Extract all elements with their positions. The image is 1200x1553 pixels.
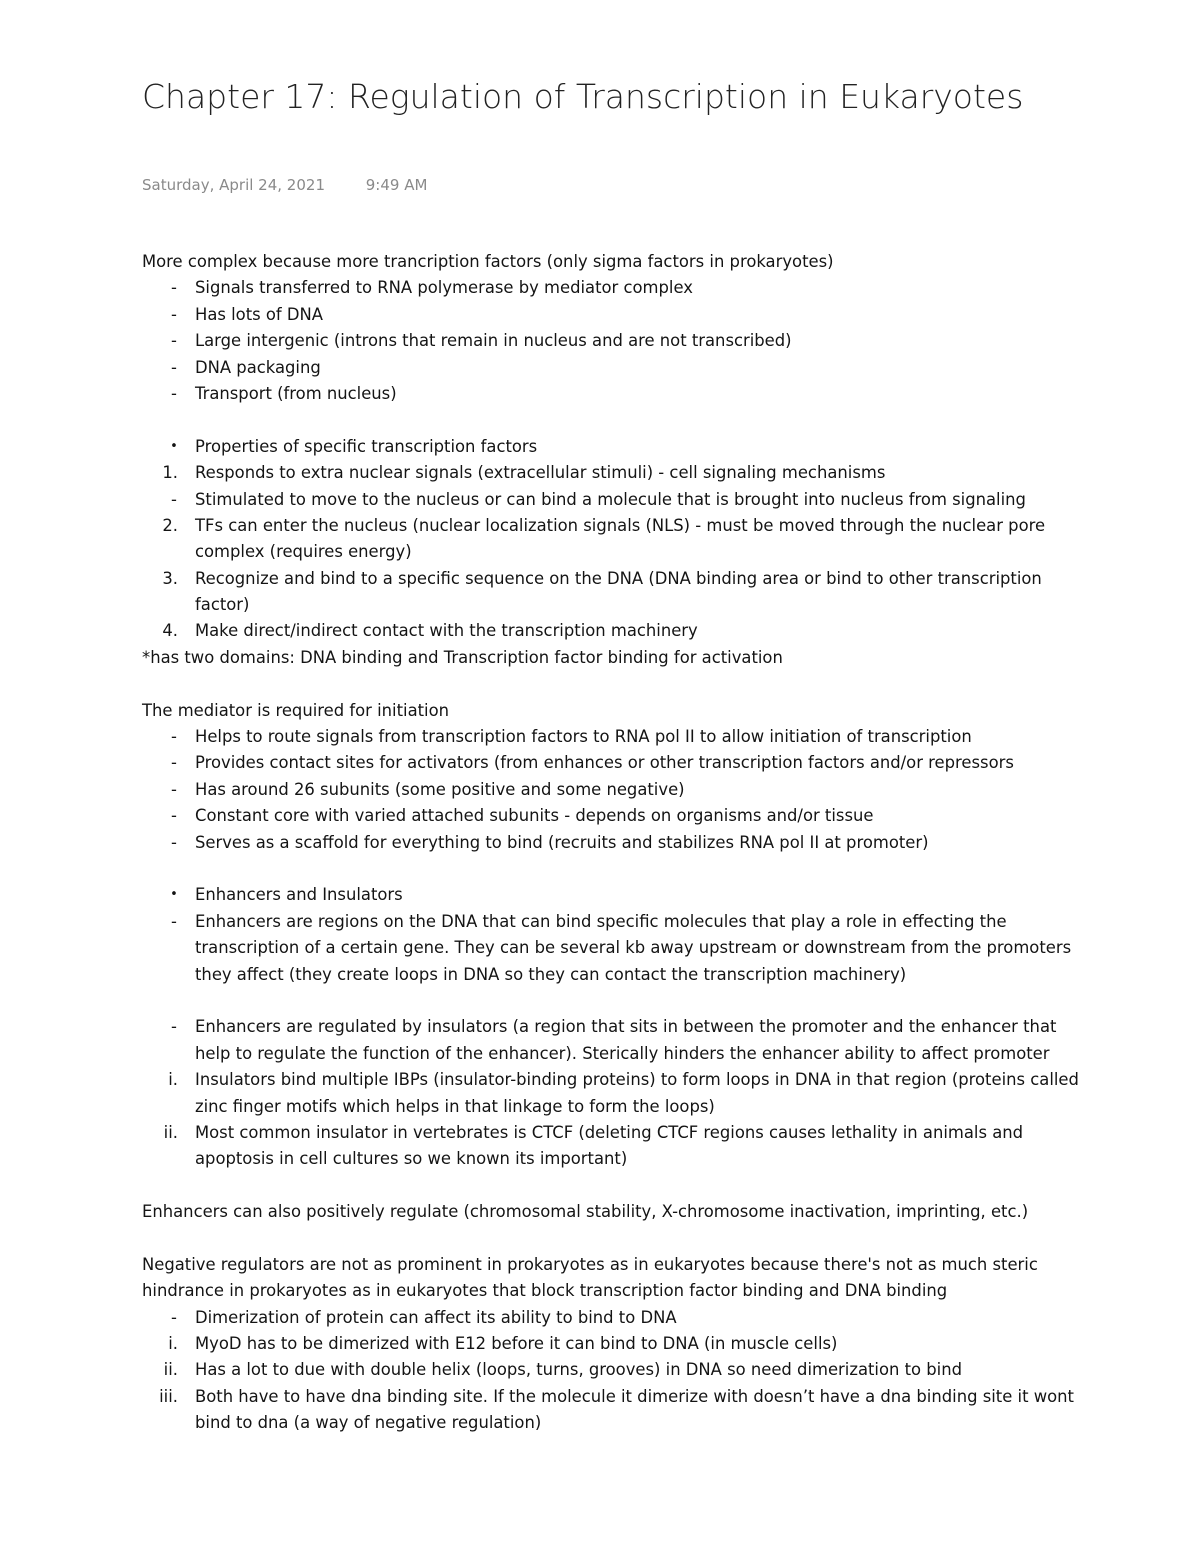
page-title: Chapter 17: Regulation of Transcription in Eukaryotes [142,77,1024,116]
line-text: The mediator is required for initiation [142,700,450,720]
list-item [0,1331,1200,1357]
dash-marker: - [171,779,177,799]
roman-marker: ii. [163,1122,178,1142]
dash-marker: - [171,383,177,403]
number-marker: 2. [162,515,178,535]
bullet-marker: • [170,438,178,454]
number-marker: 3. [162,568,178,588]
spacer [0,988,1200,1014]
list-item [0,909,1200,935]
list-item-continuation [0,962,1200,988]
line-text: Has around 26 subunits (some positive and some negative) [195,779,685,799]
line-text: Large intergenic (introns that remain in nucleus and are not transcribed) [195,331,792,351]
line-text: Helps to route signals from transcription factors to RNA pol II to allow initiation of transcription [195,727,972,747]
dash-marker: - [171,911,177,931]
paragraph [0,1252,1200,1278]
number-marker: 4. [162,621,178,641]
dash-marker: - [171,806,177,826]
line-text: factor) [195,595,250,615]
dash-marker: - [171,832,177,852]
list-item [0,487,1200,513]
line-text: Most common insulator in vertebrates is CTCF (deleting CTCF regions causes lethality in animals and [195,1122,1024,1142]
list-item [0,777,1200,803]
line-text: bind to dna (a way of negative regulation) [195,1413,542,1433]
line-text: Stimulated to move to the nucleus or can bind a molecule that is brought into nucleus from signaling [195,489,1026,509]
list-item [0,1305,1200,1331]
line-text: Insulators bind multiple IBPs (insulator-binding proteins) to form loops in DNA in that region (proteins called [195,1070,1079,1090]
line-text: Constant core with varied attached subunits - depends on organisms and/or tissue [195,806,874,826]
list-item [0,381,1200,407]
list-item [0,1357,1200,1383]
spacer [0,1225,1200,1251]
list-item [0,724,1200,750]
line-text: Has lots of DNA [195,304,323,324]
list-item [0,434,1200,460]
note-time: 9:49 AM [365,176,428,194]
line-text: Negative regulators are not as prominent in prokaryotes as in eukaryotes because there's not as much steric [142,1254,1038,1274]
paragraph [0,698,1200,724]
spacer [0,856,1200,882]
line-text: zinc finger motifs which helps in that linkage to form the loops) [195,1096,715,1116]
list-item [0,328,1200,354]
line-text: More complex because more trancription factors (only sigma factors in prokaryotes) [142,252,834,271]
line-text: apoptosis in cell cultures so we known its important) [195,1149,628,1169]
paragraph [0,249,1200,275]
line-text: help to regulate the function of the enhancer). Sterically hinders the enhancer ability to affect promoter [195,1043,1050,1063]
list-item [0,882,1200,908]
list-item [0,513,1200,539]
dash-marker: - [171,753,177,773]
line-text: Recognize and bind to a specific sequence on the DNA (DNA binding area or bind to other transcription [195,568,1042,588]
dash-marker: - [171,331,177,351]
line-text: Enhancers can also positively regulate (chromosomal stability, X-chromosome inactivation, imprinting, etc.) [142,1202,1029,1222]
spacer [0,1173,1200,1199]
list-item [0,460,1200,486]
dash-marker: - [171,278,177,298]
list-item [0,355,1200,381]
list-item [0,803,1200,829]
dash-marker: - [171,727,177,747]
spacer [0,407,1200,433]
spacer [0,671,1200,697]
line-text: Signals transferred to RNA polymerase by mediator complex [195,278,693,298]
line-text: MyoD has to be dimerized with E12 before it can bind to DNA (in muscle cells) [195,1334,838,1354]
roman-marker: i. [168,1070,178,1090]
line-text: Both have to have dna binding site. If the molecule it dimerize with doesn’t have a dna binding site it wont [195,1386,1074,1406]
line-text: Provides contact sites for activators (from enhances or other transcription factors and/or repressors [195,753,1014,773]
line-text: *has two domains: DNA binding and Transcription factor binding for activation [142,647,783,667]
list-item-continuation [0,1041,1200,1067]
list-item [0,1384,1200,1410]
number-marker: 1. [162,463,178,483]
roman-marker: i. [168,1334,178,1354]
line-text: Properties of specific transcription factors [195,436,538,456]
line-text: transcription of a certain gene. They can be several kb away upstream or downstream from the promoters [195,938,1072,958]
paragraph [0,1199,1200,1225]
note-metadata [142,176,427,194]
list-item-continuation [0,1146,1200,1172]
list-item-continuation [0,935,1200,961]
line-text: they affect (they create loops in DNA so they can contact the transcription machinery) [195,964,907,984]
list-item [0,302,1200,328]
dash-marker: - [171,1307,177,1327]
list-item [0,830,1200,856]
line-text: Make direct/indirect contact with the transcription machinery [195,621,698,641]
list-item [0,566,1200,592]
line-text: Responds to extra nuclear signals (extracellular stimuli) - cell signaling mechanisms [195,463,886,483]
dash-marker: - [171,357,177,377]
list-item [0,1014,1200,1040]
list-item [0,1067,1200,1093]
dash-marker: - [171,1017,177,1037]
dash-marker: - [171,489,177,509]
line-text: Has a lot to due with double helix (loops, turns, grooves) in DNA so need dimerization to bind [195,1360,963,1380]
paragraph [0,645,1200,671]
list-item-continuation [0,1094,1200,1120]
note-body [0,249,1200,1437]
line-text: Transport (from nucleus) [195,383,397,403]
bullet-marker: • [170,887,178,903]
line-text: DNA packaging [195,357,321,377]
list-item [0,275,1200,301]
list-item-continuation [0,539,1200,565]
note-date: Saturday, April 24, 2021 [142,176,325,194]
line-text: Serves as a scaffold for everything to bind (recruits and stabilizes RNA pol II at promoter) [195,832,929,852]
line-text: Dimerization of protein can affect its ability to bind to DNA [195,1307,677,1327]
dash-marker: - [171,304,177,324]
line-text: TFs can enter the nucleus (nuclear localization signals (NLS) - must be moved through the nuclear pore [195,515,1046,535]
line-text: Enhancers and Insulators [195,885,403,905]
roman-marker: ii. [163,1360,178,1380]
line-text: Enhancers are regions on the DNA that can bind specific molecules that play a role in effecting the [195,911,1007,931]
list-item-continuation [0,1410,1200,1436]
line-text: complex (requires energy) [195,542,412,562]
line-text: Enhancers are regulated by insulators (a region that sits in between the promoter and the enhancer that [195,1017,1057,1037]
list-item [0,1120,1200,1146]
list-item [0,750,1200,776]
list-item [0,618,1200,644]
list-item-continuation [0,592,1200,618]
line-text: hindrance in prokaryotes as in eukaryotes that block transcription factor binding and DNA binding [142,1281,948,1301]
roman-marker: iii. [159,1386,178,1406]
paragraph [0,1278,1200,1304]
